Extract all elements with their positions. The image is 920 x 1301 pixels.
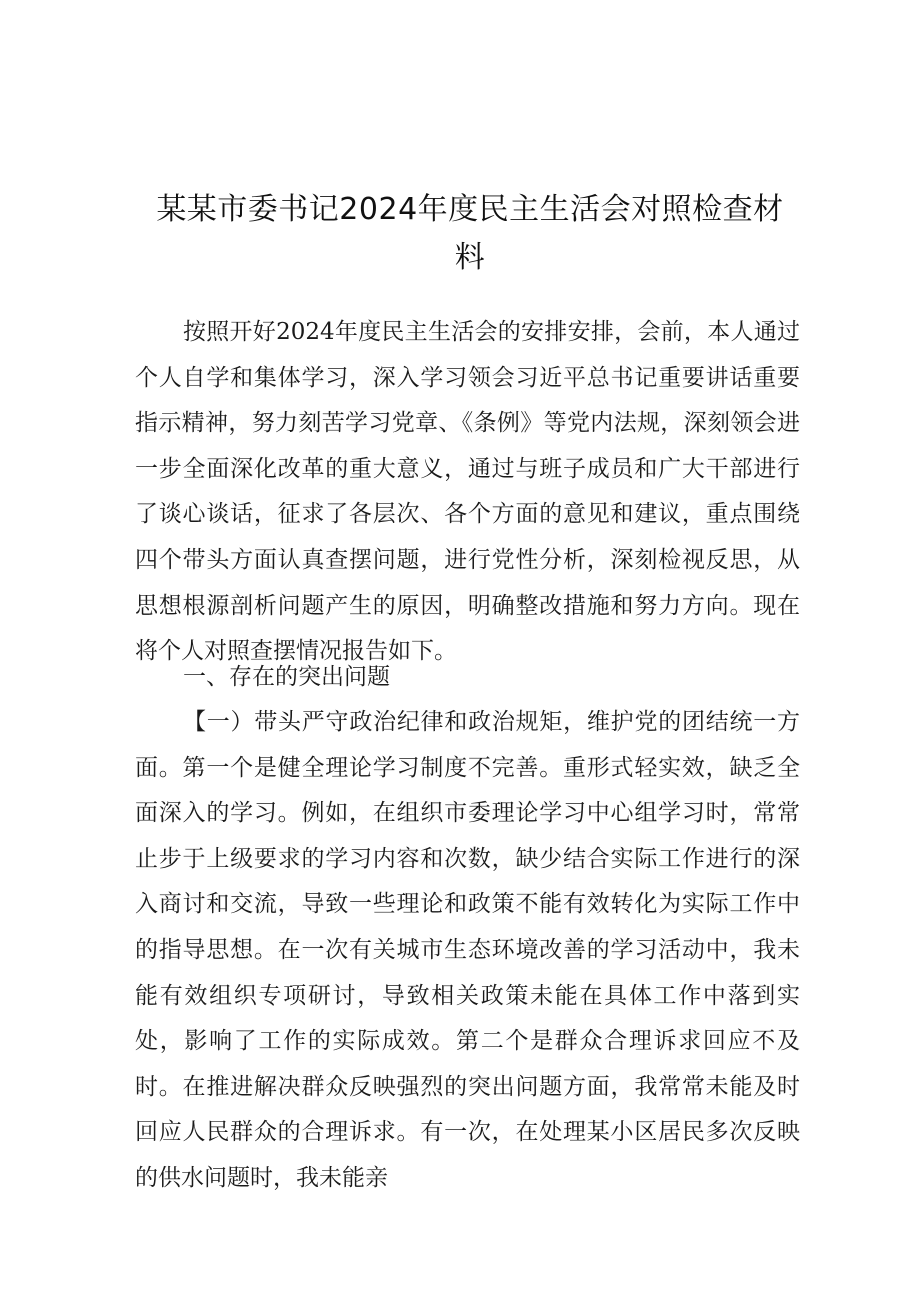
section-heading: 一、存在的突出问题 xyxy=(183,664,390,690)
section-paragraph: 【一）带头严守政治纪律和政治规矩，维护党的团结统一方面。第一个是健全理论学习制度不完善。重形式轻实效，缺乏全面深入的学习。例如，在组织市委理论学习中心组学习时，常常止步于上级要求的学习内容和次数，缺少结合实际工作进行的深入商讨和交流，导致一些理论和政策不能有效转化为实际工作中的指导思想。在一次有关城市生态环境改善的学习活动中，我未能有效组织专项研讨，导致相关政策未能在具体工作中落到实处，影响了工作的实际成效。第二个是群众合理诉求回应不及时。在推进解决群众反映强烈的突出问题方面，我常常未能及时回应人民群众的合理诉求。有一次，在处理某小区居民多次反映的供水问题时，我未能亲 xyxy=(135,709,800,1191)
document-title: 某某市委书记2024年度民主生活会对照检查材料 xyxy=(156,192,784,275)
intro-paragraph: 按照开好2024年度民主生活会的安排安排，会前，本人通过个人自学和集体学习，深入学习领会习近平总书记重要讲话重要指示精神，努力刻苦学习党章、《条例》等党内法规，深刻领会进一步全面深化改革的重大意义，通过与班子成员和广大干部进行了谈心谈话，征求了各层次、各个方面的意见和建议，重点围绕四个带头方面认真查摆问题，进行党性分析，深刻检视反思，从思想根源剖析问题产生的原因，明确整改措施和努力方向。现在将个人对照查摆情况报告如下。 xyxy=(135,319,800,665)
